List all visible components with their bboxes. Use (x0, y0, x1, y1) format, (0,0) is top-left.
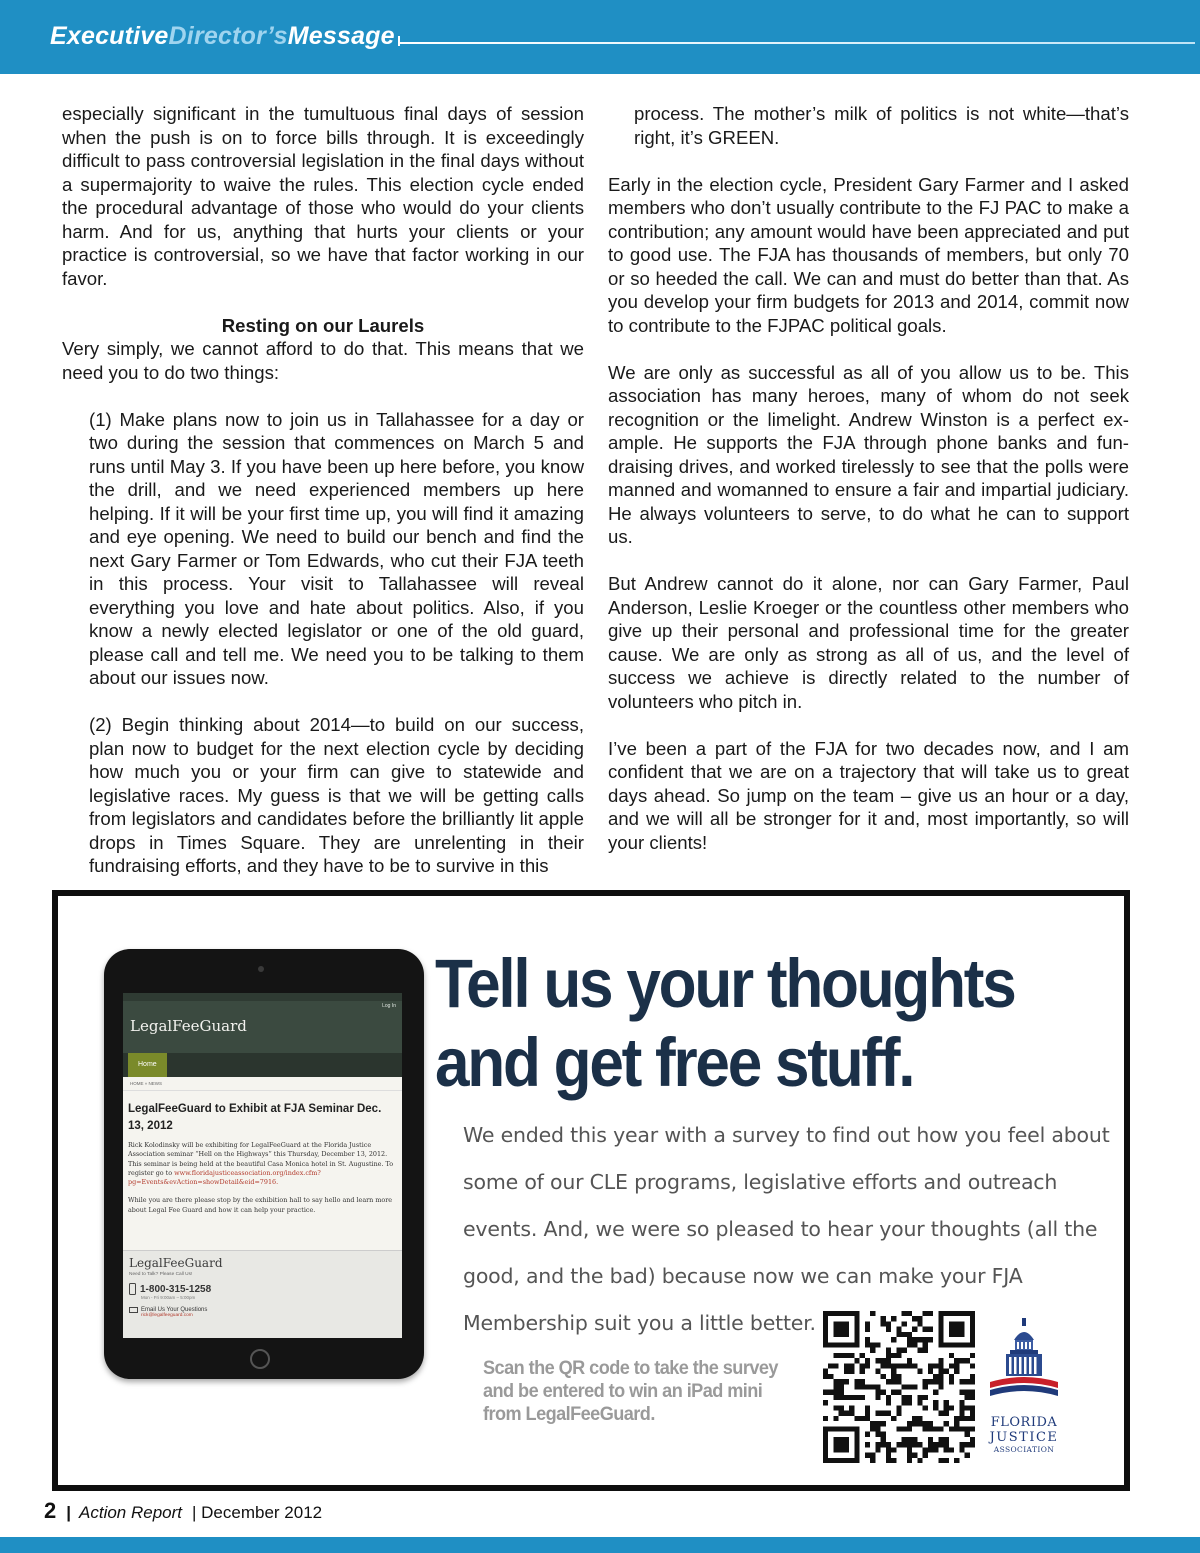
home-button-icon (250, 1349, 270, 1369)
screen-article-text (123, 1139, 402, 1189)
screen-footer (123, 1250, 402, 1338)
left-paragraph-1: especially significant in the tumultuous final days of session when the push is on to force bills through. It is exceedingly difficult to pass controversial legislation in the final days without a supermajority to waive the rules. This election cycle ended the procedural advantage of those who would do your clients harm. And for us, anything that hurts your clients or your practice is controversial, so we have that factor working in our favor. (62, 103, 584, 289)
screen-nav (123, 1053, 402, 1077)
fja-logo (988, 1316, 1060, 1466)
page-section-title (50, 22, 395, 51)
title-part-message: Message (287, 22, 395, 50)
list-item-1: (1) Make plans now to join us in Tallahassee for a day or two during the session that commences on March 5 and runs until May 3. If you have been up here before, you know the drill, and we need experienced members up here helping. If it will be your first time up, you will find it amazing and eye opening. We need to build our bench and find the next Gary Farmer or Tom Edwards, who cut their FJA teeth in this process. Your visit to Tallahassee will reveal everything you love and hate about politics. Also, if you know a newly elected legislator or one of the old guard, please call and tell me. We need you to be talking to them about our issues now. (89, 408, 584, 688)
article-text: Rick Kolodinsky will be exhibiting for LegalFeeGuard at the Florida Justice Association seminar “Hell on the Highways” this Thursday, December 13, 2012. This seminar is being held at the beautiful Casa Monica hotel in St. Augustine. To register go to (128, 1141, 394, 1177)
headline-line-1: Tell us your thoughts (435, 945, 1015, 1022)
nav-home-tab: Home (128, 1053, 167, 1077)
email-address: rick@legalfeeguard.com (141, 1313, 193, 1318)
capitol-dome-icon (988, 1316, 1060, 1408)
right-paragraph-1: Early in the election cycle, President Gary Farmer and I asked members who don’t usually contribute to the FJ PAC to make a contribution; any amount would have been appreciated and put to good use. The FJA has thousands of members, but only 70 or so heeded the call. We can and must do better than that. As you develop your firm budgets for 2013 and 2014, commit now to contribute to the FJPAC political goals. (608, 173, 1129, 336)
headline-line-2: and get free stuff. (435, 1024, 914, 1101)
status-bar (123, 993, 402, 1001)
logo-line-florida: FLORIDA (990, 1415, 1058, 1430)
article-link: www.floridajusticeassociation.org/index.cfm?pg=Events&evAction=showDetail&eid=7916. (128, 1168, 321, 1187)
publication-name: Action Report (79, 1503, 183, 1522)
issue-date: | December 2012 (192, 1503, 323, 1522)
footer-brand: LegalFeeGuard (129, 1256, 223, 1270)
screen-header (123, 1001, 402, 1077)
title-part-directors: Director’s (168, 22, 288, 50)
login-link: Log In (382, 1003, 396, 1009)
screen-article-title: LegalFeeGuard to Exhibit at FJA Seminar Dec. 13, 2012 (128, 1103, 382, 1132)
footer-phone (129, 1283, 396, 1295)
ad-call-to-action (483, 1357, 778, 1426)
logo-line-justice: JUSTICE (989, 1430, 1059, 1445)
bottom-band (0, 1537, 1200, 1553)
ad-body-line: some of our CLE programs, legislative efforts and outreach (463, 1170, 1058, 1194)
ad-body-line: Membership suit you a little better. (463, 1311, 816, 1335)
cta-line: and be entered to win an iPad mini (483, 1380, 763, 1402)
right-paragraph-0: process. The mother’s milk of politics is not white—that’s right, it’s GREEN. (634, 103, 1129, 148)
right-column (608, 102, 1129, 854)
screen-brand: LegalFeeGuard (130, 1017, 247, 1035)
ad-body-copy (463, 1112, 1110, 1347)
qr-code-icon[interactable] (823, 1311, 975, 1463)
footer-hours: Mon - Fri 9:00am – 5:00pm (141, 1295, 196, 1300)
ipad-screen (123, 993, 402, 1338)
title-part-executive: Executive (50, 22, 169, 50)
page-footer (44, 1498, 322, 1524)
right-paragraph-2: We are only as successful as all of you allow us to be. This association has many heroes, many of whom do not seek recognition or the limelight. Andrew Winston is a perfect example. He supports the FJA through phone banks and fundraising drives, and worked tirelessly to see that the polls were manned and womanned to ensure a fair and impartial judiciary. He always volunteers to serve, to do what he can to support us. (608, 361, 1129, 547)
left-column (62, 102, 584, 878)
cta-line: from LegalFeeGuard. (483, 1403, 655, 1425)
phone-number: 1-800-315-1258 (140, 1283, 212, 1295)
footer-separator: | (66, 1503, 72, 1522)
left-paragraph-2: Very simply, we cannot afford to do that. This means that we need you to do two things: (62, 338, 584, 383)
header-rule-tick (398, 36, 400, 46)
list-item-2: (2) Begin thinking about 2014—to build on our success, plan now to budget for the next election cycle by deciding how much you or your firm can give to statewide and legislative races. My guess is that we will be getting calls from legislators and candidates before the brilliantly lit apple drops in Times Square. They are unrelenting in their fundraising efforts, and they have to be to survive in this (89, 714, 584, 876)
camera-dot (258, 966, 264, 972)
ad-body-line: good, and the bad) because now we can make your FJA (463, 1264, 1023, 1288)
survey-advertisement (52, 890, 1130, 1491)
header-rule (400, 42, 1195, 44)
footer-call-prompt: Need to Talk? Please Call Us! (129, 1272, 193, 1277)
page-number: 2 (44, 1498, 57, 1523)
ad-headline (435, 944, 1014, 1102)
cta-line: Scan the QR code to take the survey (483, 1357, 778, 1379)
screen-article-text-2: While you are there please stop by the exhibition hall to say hello and learn more about Legal Fee Guard and how it can help your practice. (128, 1196, 393, 1214)
mail-icon (129, 1307, 138, 1313)
ad-body-line: events. And, we were so pleased to hear your thoughts (all the (463, 1217, 1098, 1241)
logo-line-association: ASSOCIATION (993, 1445, 1055, 1454)
section-heading: Resting on our Laurels (221, 314, 425, 336)
header-band (0, 0, 1200, 74)
email-label: Email Us Your Questions (141, 1307, 208, 1313)
screen-breadcrumb: HOME » NEWS (123, 1077, 402, 1091)
right-paragraph-3: But Andrew cannot do it alone, nor can Gary Farmer, Paul Anderson, Leslie Kroeger or the countless other members who give up their personal and professional time for the greater cause. We are only as strong as all of us, and the level of success we achieve is directly related to the number of volunteers who pitch in. (608, 573, 1129, 712)
right-paragraph-4: I’ve been a part of the FJA for two decades now, and I am confident that we are on a trajectory that will take us to great days ahead. So jump on the team – give us an hour or a day, and we will all be stronger for it and, most importantly, so will your clients! (608, 737, 1129, 853)
phone-icon (129, 1283, 136, 1295)
ipad-mockup (104, 949, 424, 1379)
ad-body-line: We ended this year with a survey to find out how you feel about (463, 1123, 1110, 1147)
